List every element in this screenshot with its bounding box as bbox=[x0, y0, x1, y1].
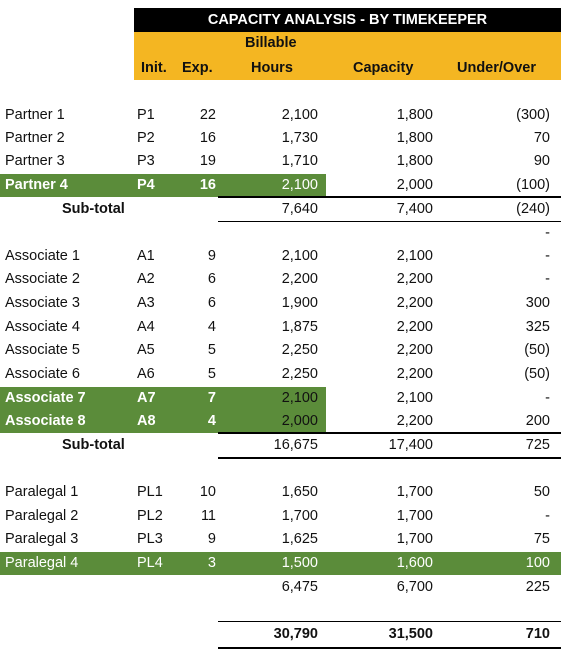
table-row bbox=[0, 339, 566, 362]
timekeeper-init: P1 bbox=[137, 107, 155, 123]
timekeeper-exp: 4 bbox=[207, 413, 216, 429]
timekeeper-exp: 22 bbox=[199, 107, 216, 123]
header-under-over: Under/Over bbox=[457, 60, 536, 76]
capacity-value: 2,200 bbox=[396, 295, 433, 311]
timekeeper-name: Partner 4 bbox=[5, 177, 68, 193]
capacity-value: 2,100 bbox=[396, 248, 433, 264]
capacity-value: 2,200 bbox=[396, 413, 433, 429]
subtotal-capacity: 17,400 bbox=[388, 437, 433, 453]
billable-hours: 1,730 bbox=[281, 130, 318, 146]
under-over-value: 325 bbox=[525, 319, 550, 335]
timekeeper-init: P2 bbox=[137, 130, 155, 146]
capacity-value: 2,200 bbox=[396, 319, 433, 335]
timekeeper-exp: 5 bbox=[207, 342, 216, 358]
header-billable-bottom: Hours bbox=[251, 60, 293, 76]
under-over-value: 90 bbox=[533, 153, 550, 169]
timekeeper-exp: 5 bbox=[207, 366, 216, 382]
report-title: CAPACITY ANALYSIS - BY TIMEKEEPER bbox=[134, 8, 561, 32]
timekeeper-name: Associate 4 bbox=[5, 319, 80, 335]
timekeeper-name: Associate 5 bbox=[5, 342, 80, 358]
billable-hours: 2,250 bbox=[281, 366, 318, 382]
timekeeper-exp: 16 bbox=[199, 130, 216, 146]
subtotal-label: Sub-total bbox=[62, 201, 125, 217]
table-row-highlighted bbox=[0, 174, 566, 197]
timekeeper-init: A3 bbox=[137, 295, 155, 311]
under-over-value: 50 bbox=[533, 484, 550, 500]
capacity-value: 2,200 bbox=[396, 342, 433, 358]
billable-hours: 1,625 bbox=[281, 531, 318, 547]
timekeeper-init: A6 bbox=[137, 366, 155, 382]
subtotal-billable: 7,640 bbox=[281, 201, 318, 217]
timekeeper-init: A2 bbox=[137, 271, 155, 287]
grand-total-capacity: 31,500 bbox=[388, 626, 433, 642]
header-capacity: Capacity bbox=[353, 60, 414, 76]
billable-hours: 1,650 bbox=[281, 484, 318, 500]
subtotal-capacity: 7,400 bbox=[396, 201, 433, 217]
billable-hours: 2,100 bbox=[281, 107, 318, 123]
billable-hours: 2,100 bbox=[281, 390, 318, 406]
grand-total-underline bbox=[218, 647, 561, 649]
header-init: Init. bbox=[141, 60, 167, 76]
under-over-value: 200 bbox=[525, 413, 550, 429]
timekeeper-name: Partner 2 bbox=[5, 130, 65, 146]
subtotal-billable: 16,675 bbox=[273, 437, 318, 453]
timekeeper-name: Paralegal 1 bbox=[5, 484, 79, 500]
header-exp: Exp. bbox=[182, 60, 213, 76]
timekeeper-name: Associate 6 bbox=[5, 366, 80, 382]
table-row bbox=[0, 528, 566, 551]
timekeeper-init: PL2 bbox=[137, 508, 163, 524]
billable-hours: 1,710 bbox=[281, 153, 318, 169]
table-row bbox=[0, 104, 566, 127]
subtotal-row bbox=[0, 576, 566, 599]
timekeeper-name: Paralegal 2 bbox=[5, 508, 79, 524]
timekeeper-exp: 7 bbox=[207, 390, 216, 406]
under-over-value: 100 bbox=[525, 555, 550, 571]
timekeeper-init: PL1 bbox=[137, 484, 163, 500]
under-over-value: 75 bbox=[533, 531, 550, 547]
timekeeper-name: Associate 1 bbox=[5, 248, 80, 264]
grand-total-row bbox=[0, 623, 566, 646]
capacity-value: 1,800 bbox=[396, 153, 433, 169]
timekeeper-init: A4 bbox=[137, 319, 155, 335]
billable-hours: 2,200 bbox=[281, 271, 318, 287]
grand-total-under-over: 710 bbox=[525, 626, 550, 642]
capacity-value: 1,700 bbox=[396, 531, 433, 547]
table-row bbox=[0, 481, 566, 504]
under-over-value: (50) bbox=[524, 342, 550, 358]
billable-hours: 2,250 bbox=[281, 342, 318, 358]
table-row-highlighted bbox=[0, 410, 566, 433]
under-over-value: - bbox=[545, 390, 550, 406]
subtotal-under-over: (240) bbox=[516, 201, 550, 217]
table-row bbox=[0, 127, 566, 150]
under-over-value: - bbox=[545, 271, 550, 287]
timekeeper-name: Associate 8 bbox=[5, 413, 86, 429]
billable-hours: 2,000 bbox=[281, 413, 318, 429]
timekeeper-exp: 4 bbox=[207, 319, 216, 335]
table-row bbox=[0, 363, 566, 386]
timekeeper-init: P4 bbox=[137, 177, 155, 193]
capacity-value: 1,600 bbox=[396, 555, 433, 571]
spacer-row bbox=[0, 222, 566, 245]
timekeeper-exp: 6 bbox=[207, 271, 216, 287]
subtotal-row bbox=[0, 434, 566, 457]
timekeeper-name: Partner 3 bbox=[5, 153, 65, 169]
table-row bbox=[0, 245, 566, 268]
capacity-value: 2,100 bbox=[396, 390, 433, 406]
capacity-value: 1,700 bbox=[396, 508, 433, 524]
timekeeper-exp: 9 bbox=[207, 248, 216, 264]
capacity-value: 1,800 bbox=[396, 107, 433, 123]
table-row bbox=[0, 292, 566, 315]
table-row-highlighted bbox=[0, 387, 566, 410]
timekeeper-exp: 11 bbox=[200, 508, 216, 524]
timekeeper-exp: 9 bbox=[207, 531, 216, 547]
capacity-value: 2,200 bbox=[396, 366, 433, 382]
billable-hours: 1,875 bbox=[281, 319, 318, 335]
timekeeper-name: Paralegal 4 bbox=[5, 555, 79, 571]
under-over-value: (300) bbox=[516, 107, 550, 123]
billable-hours: 1,900 bbox=[281, 295, 318, 311]
capacity-value: 2,200 bbox=[396, 271, 433, 287]
grand-total-rule bbox=[218, 621, 561, 622]
timekeeper-init: P3 bbox=[137, 153, 155, 169]
subtotal-underline bbox=[218, 457, 561, 459]
billable-hours: 1,700 bbox=[281, 508, 318, 524]
timekeeper-init: A5 bbox=[137, 342, 155, 358]
capacity-value: 1,800 bbox=[396, 130, 433, 146]
timekeeper-exp: 19 bbox=[199, 153, 216, 169]
capacity-value: 1,700 bbox=[396, 484, 433, 500]
spacer-dash: - bbox=[545, 225, 550, 241]
timekeeper-name: Paralegal 3 bbox=[5, 531, 79, 547]
table-row bbox=[0, 505, 566, 528]
subtotal-under-over: 725 bbox=[525, 437, 550, 453]
under-over-value: 70 bbox=[533, 130, 550, 146]
timekeeper-name: Associate 3 bbox=[5, 295, 80, 311]
billable-hours: 2,100 bbox=[281, 177, 318, 193]
timekeeper-exp: 6 bbox=[207, 295, 216, 311]
table-row bbox=[0, 268, 566, 291]
under-over-value: - bbox=[545, 248, 550, 264]
under-over-value: (100) bbox=[516, 177, 550, 193]
header-billable-top: Billable bbox=[245, 35, 297, 51]
under-over-value: (50) bbox=[524, 366, 550, 382]
table-row bbox=[0, 150, 566, 173]
timekeeper-exp: 16 bbox=[199, 177, 216, 193]
capacity-value: 2,000 bbox=[396, 177, 433, 193]
under-over-value: 300 bbox=[525, 295, 550, 311]
subtotal-label: Sub-total bbox=[62, 437, 125, 453]
subtotal-under-over: 225 bbox=[525, 579, 550, 595]
timekeeper-exp: 3 bbox=[207, 555, 216, 571]
under-over-value: - bbox=[545, 508, 550, 524]
timekeeper-name: Associate 7 bbox=[5, 390, 86, 406]
subtotal-row bbox=[0, 198, 566, 221]
subtotal-capacity: 6,700 bbox=[396, 579, 433, 595]
timekeeper-name: Associate 2 bbox=[5, 271, 80, 287]
subtotal-billable: 6,475 bbox=[281, 579, 318, 595]
timekeeper-init: A1 bbox=[137, 248, 155, 264]
timekeeper-init: A7 bbox=[137, 390, 156, 406]
billable-hours: 1,500 bbox=[281, 555, 318, 571]
timekeeper-init: A8 bbox=[137, 413, 156, 429]
billable-hours: 2,100 bbox=[281, 248, 318, 264]
table-row-highlighted bbox=[0, 552, 566, 575]
timekeeper-exp: 10 bbox=[199, 484, 216, 500]
timekeeper-init: PL3 bbox=[137, 531, 163, 547]
timekeeper-init: PL4 bbox=[137, 555, 163, 571]
table-row bbox=[0, 316, 566, 339]
timekeeper-name: Partner 1 bbox=[5, 107, 65, 123]
grand-total-billable: 30,790 bbox=[273, 626, 318, 642]
